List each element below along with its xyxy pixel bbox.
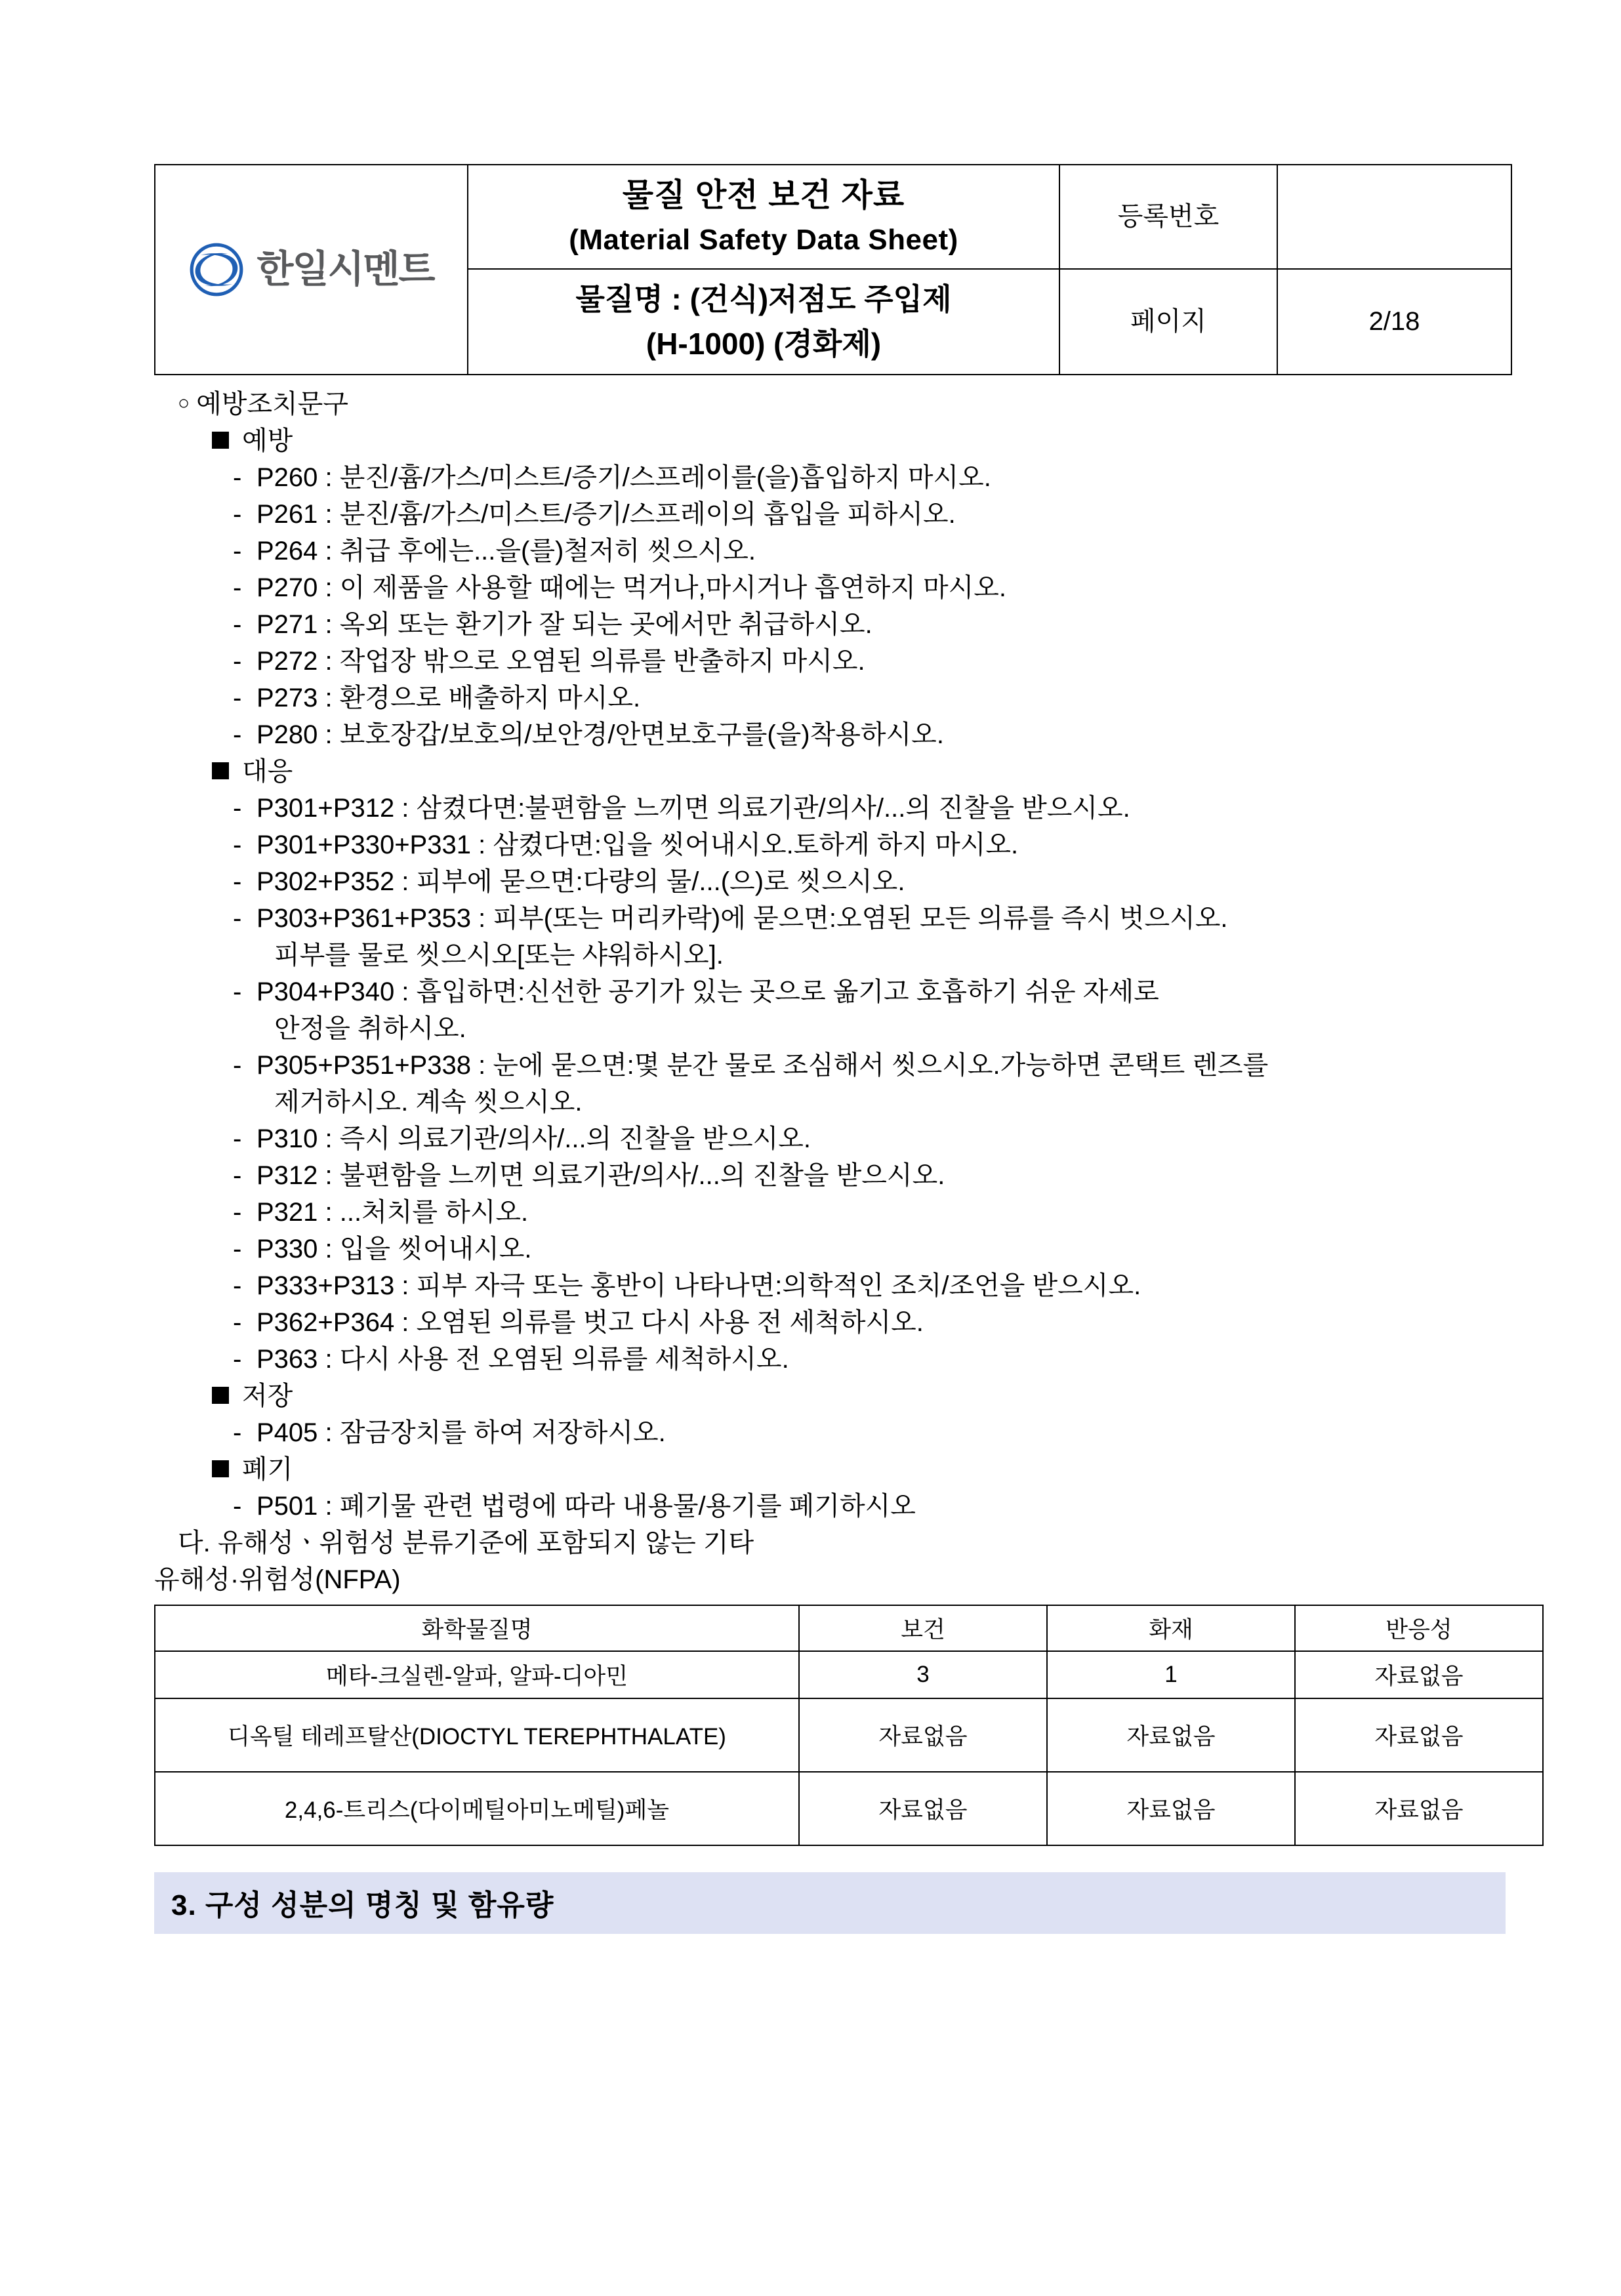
table-row (155, 1772, 1543, 1845)
precaution-statement-text: P312 : 불편함을 느끼면 의료기관/의사/...의 진찰을 받으시오. (256, 1160, 945, 1190)
precaution-statement (154, 863, 1506, 900)
nfpa-hazard-table (154, 1605, 1544, 1846)
precaution-statement (154, 827, 1506, 863)
other-hazards-line-2: 유해성·위험성(NFPA) (154, 1565, 401, 1594)
nfpa-cell-name: 메타-크실렌-알파, 알파-디아민 (155, 1651, 799, 1698)
precaution-statement-text: P501 : 폐기물 관련 법령에 따라 내용물/용기를 폐기하시오 (256, 1491, 916, 1521)
precaution-group-heading (154, 1378, 1506, 1414)
precaution-statement (154, 643, 1506, 680)
nfpa-col-chemical-name: 화학물질명 (155, 1605, 799, 1651)
dash-bullet-icon: - (233, 793, 242, 823)
precaution-statement-text: P333+P313 : 피부 자극 또는 홍반이 나타나면:의학적인 조치/조언을 받으시오. (256, 1271, 1141, 1300)
nfpa-col-reactivity: 반응성 (1295, 1605, 1543, 1651)
dash-bullet-icon: - (233, 977, 242, 1006)
other-hazards-line-1: 다. 유해성ㆍ위험성 분류기준에 포함되지 않는 기타 (178, 1528, 754, 1557)
dash-bullet-icon: - (233, 1491, 242, 1521)
precaution-statement-text: P272 : 작업장 밖으로 오염된 의류를 반출하지 마시오. (256, 646, 865, 676)
precaution-statement-continuation (154, 937, 1506, 974)
nfpa-col-fire: 화재 (1047, 1605, 1295, 1651)
precaution-statement (154, 1488, 1506, 1525)
material-name-line2: (H-1000) (경화제) (646, 327, 882, 361)
precaution-statement-text: P271 : 옥외 또는 환기가 잘 되는 곳에서만 취급하시오. (256, 609, 872, 639)
precaution-statement (154, 900, 1506, 937)
dash-bullet-icon: - (233, 499, 242, 529)
table-row (155, 1698, 1543, 1772)
dash-bullet-icon: - (233, 720, 242, 749)
page-value-cell (1277, 269, 1511, 375)
nfpa-col-health: 보건 (799, 1605, 1047, 1651)
precaution-statement (154, 790, 1506, 827)
page-label-cell (1059, 269, 1277, 375)
company-logo-cell (155, 165, 468, 375)
precaution-statement (154, 1231, 1506, 1267)
precaution-statement-text: 안정을 취하시오. (274, 1014, 466, 1043)
precaution-statement-text: P362+P364 : 오염된 의류를 벗고 다시 사용 전 세척하시오. (256, 1307, 924, 1337)
nfpa-cell-reactivity: 자료없음 (1295, 1772, 1543, 1845)
dash-bullet-icon: - (233, 1418, 242, 1447)
registration-number-label-cell (1059, 165, 1277, 269)
page-label: 페이지 (1130, 307, 1206, 337)
precaution-statement (154, 680, 1506, 716)
precaution-statement-text: 피부를 물로 씻으시오[또는 샤워하시오]. (274, 940, 724, 970)
document-title-cell (468, 165, 1059, 269)
document-title-ko: 물질 안전 보건 자료 (622, 178, 905, 213)
precaution-statement-text: P260 : 분진/흄/가스/미스트/증기/스프레이를(을)흡입하지 마시오. (256, 462, 991, 492)
precaution-statement-text: P301+P312 : 삼켰다면:불편함을 느끼면 의료기관/의사/...의 진찰을 받으시오. (256, 793, 1130, 823)
nfpa-cell-health: 자료없음 (799, 1772, 1047, 1845)
hanil-cement-logo-icon (188, 241, 245, 298)
precaution-statement-text: P301+P330+P331 : 삼켰다면:입을 씻어내시오.토하게 하지 마시오. (256, 830, 1019, 859)
precautionary-statements-block (154, 386, 1506, 1598)
precautionary-groups (154, 422, 1506, 1525)
precaution-statement-continuation (154, 1010, 1506, 1047)
nfpa-cell-health: 자료없음 (799, 1698, 1047, 1772)
precaution-group-heading (154, 422, 1506, 459)
precaution-statement (154, 533, 1506, 569)
header-row-title (155, 165, 1511, 269)
nfpa-cell-reactivity: 자료없음 (1295, 1698, 1543, 1772)
precaution-statement (154, 1267, 1506, 1304)
precaution-statement (154, 1194, 1506, 1231)
precaution-group-heading (154, 1451, 1506, 1488)
dash-bullet-icon: - (233, 1271, 242, 1300)
document-header-table (154, 164, 1512, 375)
page-value: 2/18 (1368, 307, 1420, 337)
precaution-statement-text: P405 : 잠금장치를 하여 저장하시오. (256, 1418, 666, 1447)
precaution-statement-text: P310 : 즉시 의료기관/의사/...의 진찰을 받으시오. (256, 1124, 811, 1153)
dash-bullet-icon: - (233, 609, 242, 639)
precaution-statement-text: P261 : 분진/흄/가스/미스트/증기/스프레이의 흡입을 피하시오. (256, 499, 956, 529)
precaution-statement (154, 459, 1506, 496)
nfpa-cell-reactivity: 자료없음 (1295, 1651, 1543, 1698)
dash-bullet-icon: - (233, 683, 242, 712)
precaution-statement-text: 제거하시오. 계속 씻으시오. (274, 1087, 583, 1117)
section-3-banner: 3. 구성 성분의 명칭 및 함유량 (154, 1872, 1506, 1934)
square-bullet-icon (212, 1460, 229, 1477)
precaution-statement (154, 569, 1506, 606)
nfpa-cell-fire: 1 (1047, 1651, 1295, 1698)
precaution-group-heading (154, 753, 1506, 790)
nfpa-cell-name: 2,4,6-트리스(다이메틸아미노메틸)페놀 (155, 1772, 799, 1845)
nfpa-cell-fire: 자료없음 (1047, 1772, 1295, 1845)
precaution-statement-text: P321 : ...처치를 하시오. (256, 1197, 529, 1227)
precaution-group-heading-label: 저장 (242, 1381, 293, 1410)
nfpa-cell-fire: 자료없음 (1047, 1698, 1295, 1772)
precaution-statement-text: P270 : 이 제품을 사용할 때에는 먹거나,마시거나 흡연하지 마시오. (256, 573, 1007, 602)
nfpa-cell-health: 3 (799, 1651, 1047, 1698)
dash-bullet-icon: - (233, 462, 242, 492)
precaution-group-heading-label: 예방 (242, 426, 293, 455)
registration-number-label: 등록번호 (1117, 202, 1220, 232)
material-name-line1: 물질명 : (건식)저점도 주입제 (575, 281, 952, 316)
dash-bullet-icon: - (233, 536, 242, 565)
precaution-statement (154, 716, 1506, 753)
precaution-statement-text: P363 : 다시 사용 전 오염된 의류를 세척하시오. (256, 1344, 789, 1374)
precaution-statement (154, 606, 1506, 643)
precaution-statement-text: P304+P340 : 흡입하면:신선한 공기가 있는 곳으로 옮기고 호흡하기 쉬운 자세로 (256, 977, 1159, 1006)
precaution-statement (154, 496, 1506, 533)
nfpa-table-header-row (155, 1605, 1543, 1651)
precaution-statement-text: P280 : 보호장갑/보호의/보안경/안면보호구를(을)착용하시오. (256, 720, 944, 749)
dash-bullet-icon: - (233, 573, 242, 602)
precautionary-statements-heading-label: 예방조치문구 (196, 389, 348, 419)
circle-bullet-icon: ○ (178, 392, 190, 415)
dash-bullet-icon: - (233, 903, 242, 933)
dash-bullet-icon: - (233, 1307, 242, 1337)
square-bullet-icon (212, 432, 229, 449)
precaution-statement (154, 1120, 1506, 1157)
precautionary-statements-heading (154, 386, 1506, 422)
dash-bullet-icon: - (233, 1234, 242, 1263)
precaution-statement-text: P303+P361+P353 : 피부(또는 머리카락)에 묻으면:오염된 모든 의류를 즉시 벗으시오. (256, 903, 1228, 933)
material-name-cell (468, 269, 1059, 375)
dash-bullet-icon: - (233, 1050, 242, 1080)
precaution-statement (154, 1414, 1506, 1451)
precaution-statement-text: P273 : 환경으로 배출하지 마시오. (256, 683, 641, 712)
dash-bullet-icon: - (233, 646, 242, 676)
square-bullet-icon (212, 1387, 229, 1404)
precaution-statement (154, 1341, 1506, 1378)
company-name: 한일시멘트 (256, 247, 434, 291)
dash-bullet-icon: - (233, 867, 242, 896)
precaution-statement-text: P330 : 입을 씻어내시오. (256, 1234, 532, 1263)
precaution-group-heading-label: 대응 (242, 756, 293, 786)
dash-bullet-icon: - (233, 830, 242, 859)
square-bullet-icon (212, 762, 229, 779)
precaution-statement-continuation (154, 1084, 1506, 1120)
precaution-statement (154, 1304, 1506, 1341)
document-title-en: (Material Safety Data Sheet) (569, 223, 958, 256)
dash-bullet-icon: - (233, 1344, 242, 1374)
precaution-statement-text: P305+P351+P338 : 눈에 묻으면:몇 분간 물로 조심해서 씻으시오.가능하면 콘택트 렌즈를 (256, 1050, 1269, 1080)
precaution-statement (154, 974, 1506, 1010)
dash-bullet-icon: - (233, 1124, 242, 1153)
dash-bullet-icon: - (233, 1197, 242, 1227)
nfpa-cell-name: 디옥틸 테레프탈산(DIOCTYL TEREPHTHALATE) (155, 1698, 799, 1772)
registration-number-value-cell (1277, 165, 1511, 269)
precaution-statement (154, 1157, 1506, 1194)
precaution-statement-text: P302+P352 : 피부에 묻으면:다량의 물/...(으)로 씻으시오. (256, 867, 905, 896)
precaution-group-heading-label: 폐기 (242, 1454, 293, 1484)
table-row (155, 1651, 1543, 1698)
precaution-statement-text: P264 : 취급 후에는...을(를)철저히 씻으시오. (256, 536, 756, 565)
precaution-statement (154, 1047, 1506, 1084)
dash-bullet-icon: - (233, 1160, 242, 1190)
